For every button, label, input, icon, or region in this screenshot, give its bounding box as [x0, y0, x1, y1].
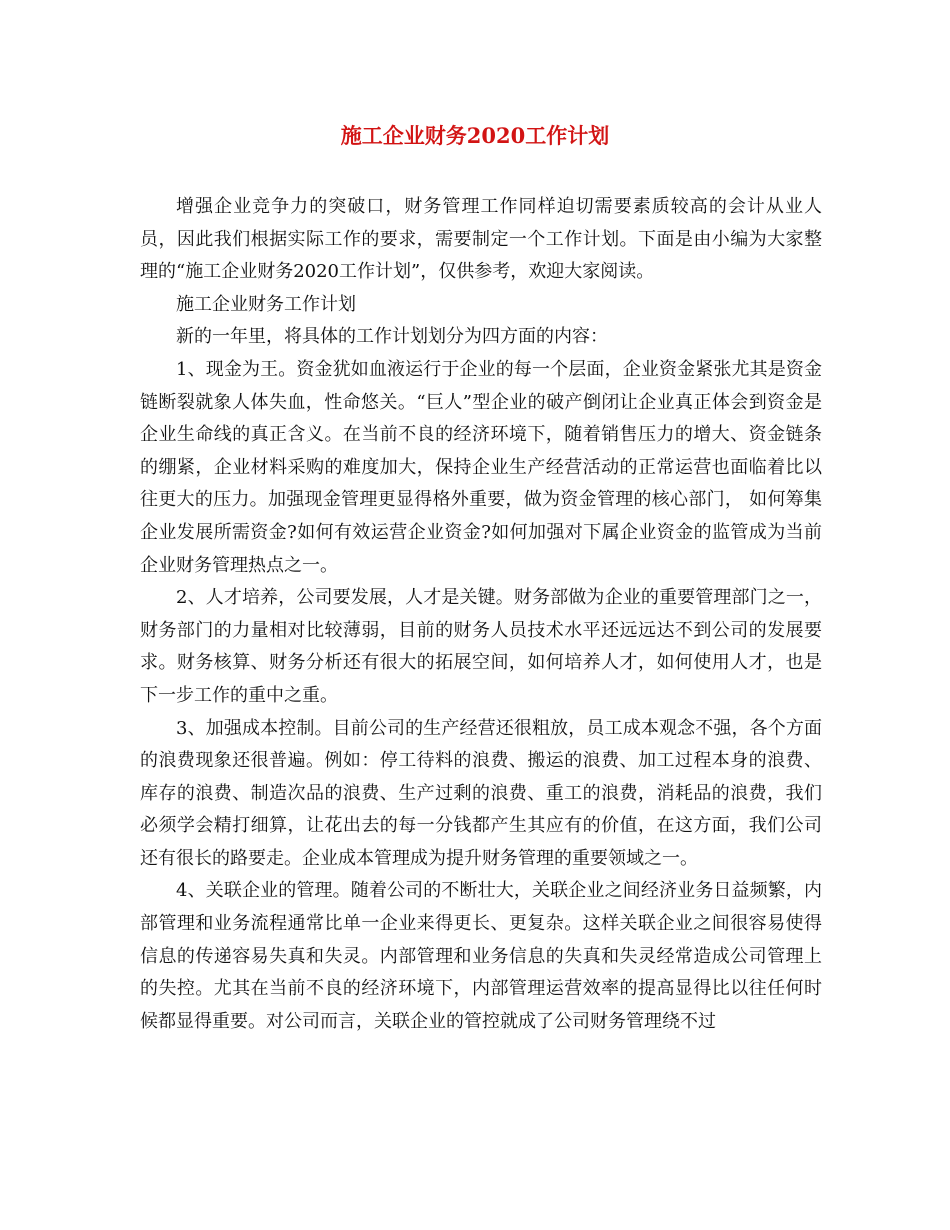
- item-1-paragraph: 1、现金为王。资金犹如血液运行于企业的每一个层面，企业资金紧张尤其是资金链断裂就象人体失血，性命悠关。“巨人”型企业的破产倒闭让企业真正体会到资金是企业生命线的真正含义。在当前不良的经济环境下，随着销售压力的增大、资金链条的绷紧，企业材料采购的难度加大，保持企业生产经营活动的正常运营也面临着比以往更大的压力。加强现金管理更显得格外重要，做为资金管理的核心部门， 如何筹集企业发展所需资金?如何有效运营企业资金?如何加强对下属企业资金的监管成为当前企业财务管理热点之一。: [140, 358, 822, 576]
- item-4-paragraph: 4、关联企业的管理。随着公司的不断壮大，关联企业之间经济业务日益频繁，内部管理和业务流程通常比单一企业来得更长、更复杂。这样关联企业之间很容易使得信息的传递容易失真和失灵。内部管理和业务信息的失真和失灵经常造成公司管理上的失控。尤其在当前不良的经济环境下，内部管理运营效率的提高显得比以往任何时候都显得重要。对公司而言，关联企业的管控就成了公司财务管理绕不过: [140, 880, 822, 1032]
- overview-paragraph: 新的一年里，将具体的工作计划划分为四方面的内容：: [176, 326, 608, 348]
- item-3-paragraph: 3、加强成本控制。目前公司的生产经营还很粗放，员工成本观念不强，各个方面的浪费现象还很普遍。例如：停工待料的浪费、搬运的浪费、加工过程本身的浪费、库存的浪费、制造次品的浪费、生产过剩的浪费、重工的浪费，消耗品的浪费，我们必须学会精打细算，让花出去的每一分钱都产生其应有的价值，在这方面，我们公司还有很长的路要走。企业成本管理成为提升财务管理的重要领域之一。: [140, 717, 822, 869]
- document-title: 施工企业财务2020工作计划: [340, 123, 610, 148]
- document-body: [140, 191, 822, 1038]
- section-heading: 施工企业财务工作计划: [176, 293, 356, 315]
- intro-paragraph: 增强企业竞争力的突破口，财务管理工作同样迫切需要素质较高的会计从业人员，因此我们根据实际工作的要求，需要制定一个工作计划。下面是由小编为大家整理的“施工企业财务2020工作计划”，仅供参考，欢迎大家阅读。: [140, 196, 822, 283]
- item-2-paragraph: 2、人才培养，公司要发展，人才是关键。财务部做为企业的重要管理部门之一，财务部门的力量相对比较薄弱，目前的财务人员技术水平还远远达不到公司的发展要求。财务核算、财务分析还有很大的拓展空间，如何培养人才，如何使用人才，也是下一步工作的重中之重。: [140, 587, 822, 706]
